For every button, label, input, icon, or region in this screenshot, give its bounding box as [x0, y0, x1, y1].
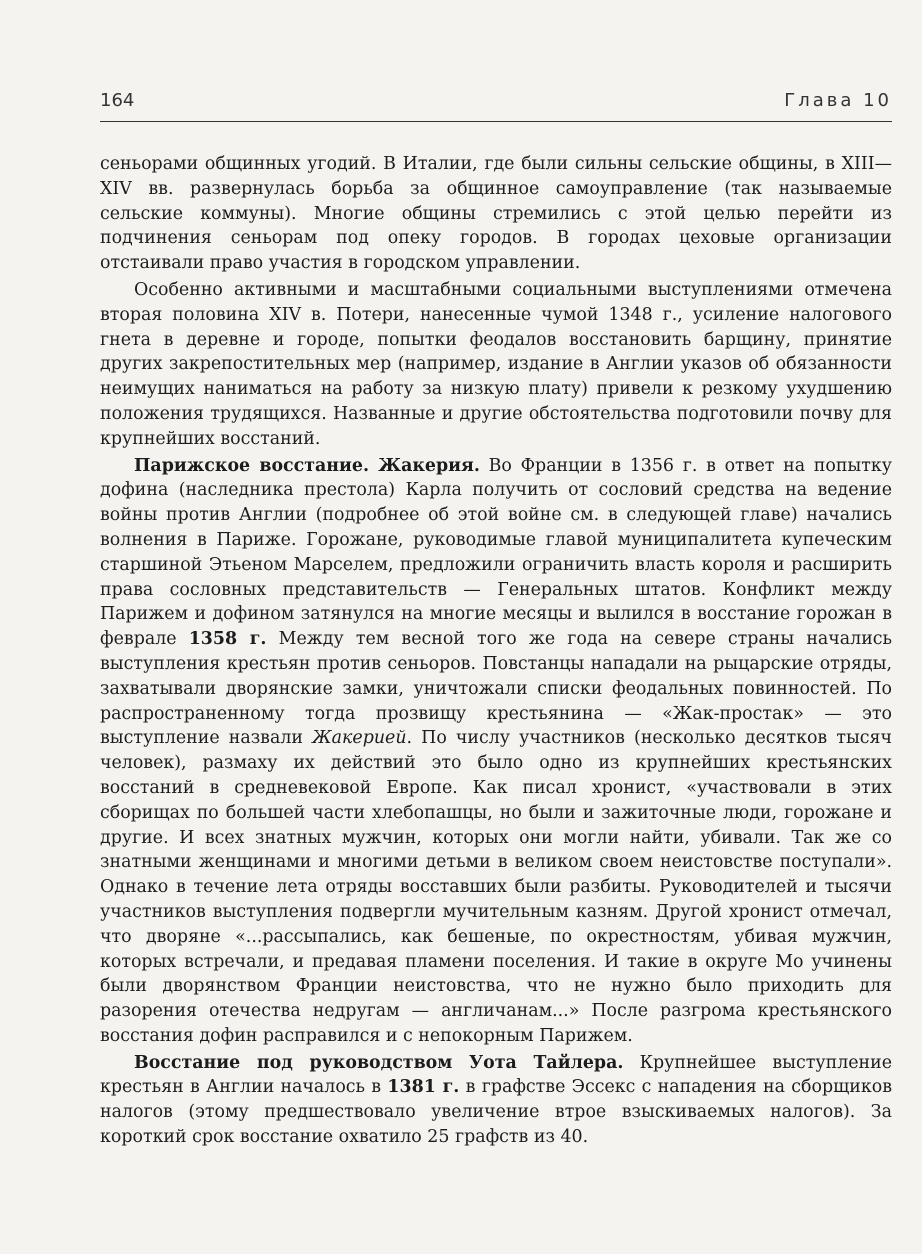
paragraph-3-text-a: Во Франции в 1356 г. в ответ на попытку дофина (наследника престола) Карла получить от сословий средства на ведение войны против Англии (подробнее об этой войне см. в следующей главе) начались волнения в Париже. Горожане, руководимые главой муниципалитета купеческим старшиной Этьеном Марселем, предложили ограничить власть короля и расширить права сословных представительств — Генеральных штатов. Конфликт между Парижем и дофином затянулся на многие месяцы и вылился в восстание горожан в феврале	[100, 455, 892, 650]
paragraph-3	[100, 454, 892, 1049]
body-text	[100, 152, 892, 1150]
paragraph-4	[100, 1051, 892, 1150]
section-heading-jacquerie: Парижское восстание. Жакерия.	[134, 455, 480, 476]
year-1381: 1381 г.	[387, 1077, 460, 1098]
section-heading-wat-tyler: Восстание под руководством Уота Тайлера.	[134, 1052, 624, 1073]
paragraph-1: сеньорами общинных угодий. В Италии, где были сильны сельские общины, в XIII—XIV вв. развернулась борьба за общинное самоуправление (так называемые сельские коммуны). Многие общины стремились с этой целью перейти из подчинения сеньорам под опеку городов. В городах цеховые организации отстаивали право участия в городском управлении.	[100, 154, 892, 274]
paragraph-4-text-b: в графстве Эссекс с нападения на сборщиков налогов (этому предшествовало увеличение втрое взыскиваемых налогов). За короткий срок восстание охватило 25 графств из 40.	[100, 1077, 892, 1148]
page-number: 164	[100, 90, 135, 111]
paragraph-4-text-a: Крупнейшее выступление крестьян в Англии началось в	[100, 1052, 893, 1098]
paragraph-3-text-b: Между тем весной того же года на севере страны начались выступления крестьян против сеньоров. Повстанцы нападали на рыцарские отряды, захватывали дворянские замки, уничтожали списки феодальных повинностей. По распространенному тогда прозвищу крестьянина — «Жак-простак» — это выступление назвали	[100, 629, 893, 749]
chapter-running-head: Глава 10	[784, 90, 892, 111]
paragraph-2: Особенно активными и масштабными социальными выступлениями отмечена вторая половина XIV в. Потери, нанесенные чумой 1348 г., усиление налогового гнета в деревне и городе, попытки феодалов восстановить барщину, принятие других закрепостительных мер (например, издание в Англии указов об обязанности неимущих наниматься на работу за низкую плату) привели к резкому ухудшению положения трудящихся. Названные и другие обстоятельства подготовили почву для крупнейших восстаний.	[100, 279, 892, 449]
term-jacquerie: Жакерией	[312, 728, 407, 749]
header-rule	[100, 121, 892, 122]
year-1358: 1358 г.	[188, 629, 267, 650]
paragraph-3-text-c: . По числу участников (несколько десятков тысяч человек), размаху их действий это было одно из крупнейших крестьянских восстаний в средневековой Европе. Как писал хронист, «участвовали в этих сборищах по большей части хлебопашцы, но были и зажиточные люди, горожане и другие. И всех знатных мужчин, которых они могли найти, убивали. Так же со знатными женщинами и многими детьми в великом своем неистовстве поступали». Однако в течение лета отряды восставших были разбиты. Руководителей и тысячи участников выступления подвергли мучительным казням. Другой хронист отмечал, что дворяне «...рассыпались, как бешеные, по окрестностям, убивая мужчин, которых встречали, и предавая пламени поселения. И такие в округе Мо учинены были дворянством Франции неистовства, что не нужно было приходить для разорения отечества недругам — англичанам...» После разгрома крестьянского восстания дофин расправился и с непокорным Парижем.	[100, 728, 892, 1046]
